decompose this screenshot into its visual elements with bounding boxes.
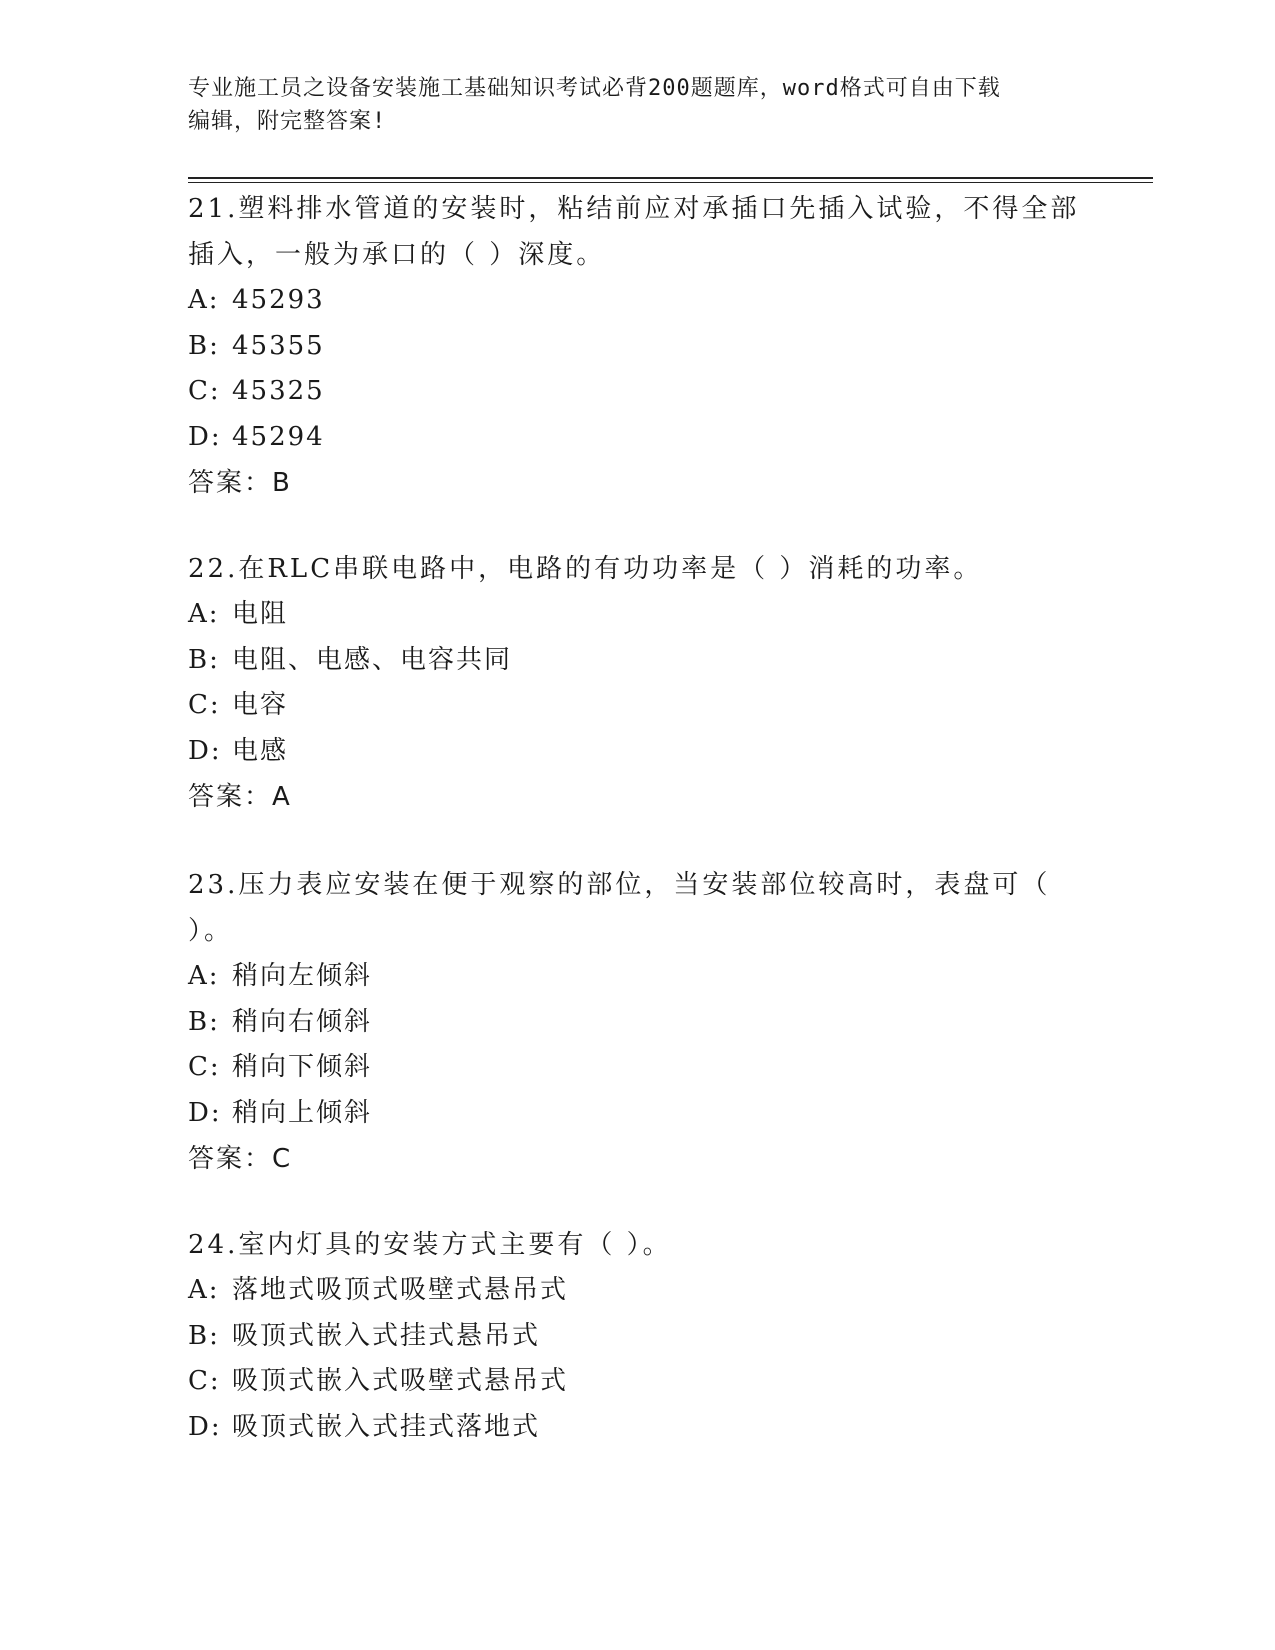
option-key: D:	[188, 735, 222, 766]
option-text: 吸顶式嵌入式挂式落地式	[232, 1411, 541, 1442]
option-b	[188, 1000, 1088, 1046]
option-text: 电阻	[232, 599, 289, 629]
option-key: C:	[188, 1366, 221, 1396]
option-text: 落地式吸顶式吸壁式悬吊式	[232, 1275, 569, 1305]
option-key: D:	[188, 421, 222, 452]
option-a	[188, 954, 1088, 1000]
option-key: A:	[188, 285, 220, 315]
option-key: B:	[188, 330, 220, 361]
option-text: 稍向右倾斜	[232, 1006, 373, 1037]
option-b	[188, 638, 1088, 684]
option-text: 稍向上倾斜	[232, 1097, 373, 1128]
option-key: B:	[188, 644, 220, 675]
question-23	[188, 862, 1088, 1182]
option-c	[188, 1359, 1088, 1405]
question-22	[188, 546, 1088, 820]
document-header	[188, 72, 1088, 138]
option-a	[188, 592, 1088, 638]
option-text: 吸顶式嵌入式挂式悬吊式	[232, 1320, 541, 1351]
question-24	[188, 1222, 1088, 1450]
option-key: A:	[188, 961, 220, 991]
question-stem-line-2: 插入，一般为承口的（ ）深度。	[188, 240, 606, 270]
question-stem-line-1: 24.室内灯具的安装方式主要有（ ）。	[188, 1230, 672, 1260]
option-d	[188, 415, 1088, 461]
answer-line: 答案：C	[188, 1144, 293, 1174]
option-a	[188, 278, 1088, 324]
header-divider-thin	[188, 182, 1153, 183]
option-key: C:	[188, 376, 221, 406]
option-key: D:	[188, 1411, 222, 1442]
option-text: 电容	[232, 690, 289, 720]
question-stem-line-1: 22.在RLC串联电路中，电路的有功功率是（ ）消耗的功率。	[188, 554, 983, 584]
option-text: 45294	[232, 421, 325, 452]
option-b	[188, 1314, 1088, 1360]
option-text: 45325	[232, 376, 325, 406]
question-stem-line-1: 23.压力表应安装在便于观察的部位，当安装部位较高时，表盘可（	[188, 870, 1051, 900]
option-c	[188, 1045, 1088, 1091]
header-line-1: 专业施工员之设备安装施工基础知识考试必背200题题库，word格式可自由下载	[188, 76, 1001, 101]
header-line-2: 编辑，附完整答案!	[188, 109, 387, 134]
option-b	[188, 324, 1088, 370]
option-key: B:	[188, 1320, 220, 1351]
option-key: C:	[188, 690, 221, 720]
question-21	[188, 186, 1088, 506]
option-text: 电感	[232, 735, 289, 766]
option-key: B:	[188, 1006, 220, 1037]
option-text: 电阻、电感、电容共同	[232, 644, 513, 675]
question-stem-line-1: 21.塑料排水管道的安装时，粘结前应对承插口先插入试验，不得全部	[188, 194, 1080, 224]
answer-line: 答案：B	[188, 468, 292, 498]
option-text: 稍向左倾斜	[232, 961, 373, 991]
option-c	[188, 369, 1088, 415]
option-text: 吸顶式嵌入式吸壁式悬吊式	[232, 1366, 569, 1396]
question-stem-line-2: ）。	[188, 916, 234, 946]
option-text: 45293	[232, 285, 325, 315]
answer-line: 答案：A	[188, 782, 292, 812]
option-d	[188, 1091, 1088, 1137]
option-c	[188, 683, 1088, 729]
option-d	[188, 1405, 1088, 1451]
option-a	[188, 1268, 1088, 1314]
header-divider-thick	[188, 177, 1153, 179]
option-key: A:	[188, 1275, 220, 1305]
option-key: D:	[188, 1097, 222, 1128]
option-d	[188, 729, 1088, 775]
option-text: 稍向下倾斜	[232, 1052, 373, 1082]
option-text: 45355	[232, 330, 325, 361]
option-key: A:	[188, 599, 220, 629]
option-key: C:	[188, 1052, 221, 1082]
